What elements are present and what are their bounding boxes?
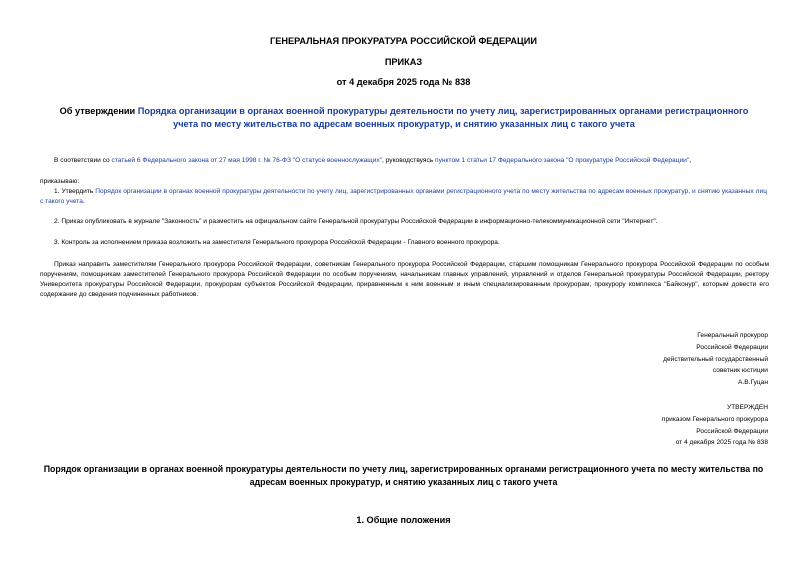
law-76fz-link[interactable]: статьей 6 Федерального закона от 27 мая 1998 г. № 76-ФЗ "О статусе военнослужащих" — [111, 157, 383, 164]
signature-line-4: советник юстиции — [712, 367, 768, 375]
approved-line-3: Российской Федерации — [696, 427, 768, 435]
item-1 — [40, 187, 767, 207]
approved-line-1: УТВЕРЖДЕН — [726, 404, 768, 411]
signature-name: А.В.Гуцан — [738, 379, 768, 387]
order-procedure-link[interactable]: Порядок организации в органах военной прокуратуры деятельности по учету лиц, зарегистрированных органами регистрационного учета по месту жительства по адресам военных прокуратур, и снятию указанных лиц с такого учета — [40, 188, 767, 205]
approved-line-4: от 4 декабря 2025 года № 838 — [675, 439, 768, 447]
order-word: приказываю: — [40, 178, 80, 185]
distribution-paragraph: Приказ направить заместителям Генерального прокурора Российской Федерации, советникам Генерального прокурора Российской Федерации, старшим помощникам Генерального прокурора Российской Федерации по особым поручениям, помощникам заместителей Генерального прокурора Российской Федерации по особым поручениям, начальникам главных управлений, управлений и отделов Генеральной прокуратуры Российской Федерации, ректору Университета прокуратуры Российской Федерации, прокурорам субъектов Российской Федерации, приравненным к ним военным и иным специализированным прокурорам, прокурору комплекса "Байконур", которым довести его содержание до сведения подчиненных работников. — [40, 261, 769, 298]
signature-line-3: действительный государственный — [663, 355, 768, 363]
doc-title-link[interactable]: Порядка организации в органах военной прокуратуры деятельности по учету лиц, зарегистрированных органами регистрационного учета по месту жительства по адресам военных прокуратур, и снятию указанных лиц с такого учета — [137, 106, 749, 129]
preamble — [40, 156, 770, 166]
doc-date-number: от 4 декабря 2025 года № 838 — [336, 77, 471, 87]
prosecutor-law-link[interactable]: пунктом 1 статьи 17 Федерального закона "О прокуратуре Российской Федерации" — [435, 157, 690, 164]
signature-line-1: Генеральный прокурор — [697, 332, 768, 339]
item-1-prefix: 1. Утвердить — [54, 188, 96, 195]
doc-type: ПРИКАЗ — [384, 57, 423, 67]
item-3: 3. Контроль за исполнением приказа возложить на заместителя Генерального прокурора Российской Федерации - Главного военного прокурора. — [54, 239, 500, 246]
preamble-text-3: , — [689, 157, 692, 164]
appendix-title: Порядок организации в органах военной прокуратуры деятельности по учету лиц, зарегистрированных органами регистрационного учета по месту жительства по адресам военных прокуратур, и снятию указанных лиц с такого учета — [43, 464, 764, 487]
preamble-text-1: В соответствии со — [54, 157, 112, 164]
preamble-text-2: , руководствуясь — [382, 157, 436, 164]
approved-block — [662, 402, 768, 449]
item-2: 2. Приказ опубликовать в журнале "Законность" и разместить на официальном сайте Генеральной прокуратуры Российской Федерации в информационно-телекоммуникационной сети "Интернет". — [54, 218, 658, 225]
doc-title-prefix: Об утверждении — [59, 106, 138, 116]
approved-line-2: приказом Генерального прокурора — [661, 415, 768, 423]
section-heading: 1. Общие положения — [356, 515, 451, 525]
item-1-suffix: . — [82, 198, 85, 205]
signature-block — [663, 330, 768, 389]
signature-line-2: Российской Федерации — [696, 343, 768, 351]
doc-title — [48, 105, 760, 130]
org-name: ГЕНЕРАЛЬНАЯ ПРОКУРАТУРА РОССИЙСКОЙ ФЕДЕРАЦИИ — [270, 36, 537, 46]
